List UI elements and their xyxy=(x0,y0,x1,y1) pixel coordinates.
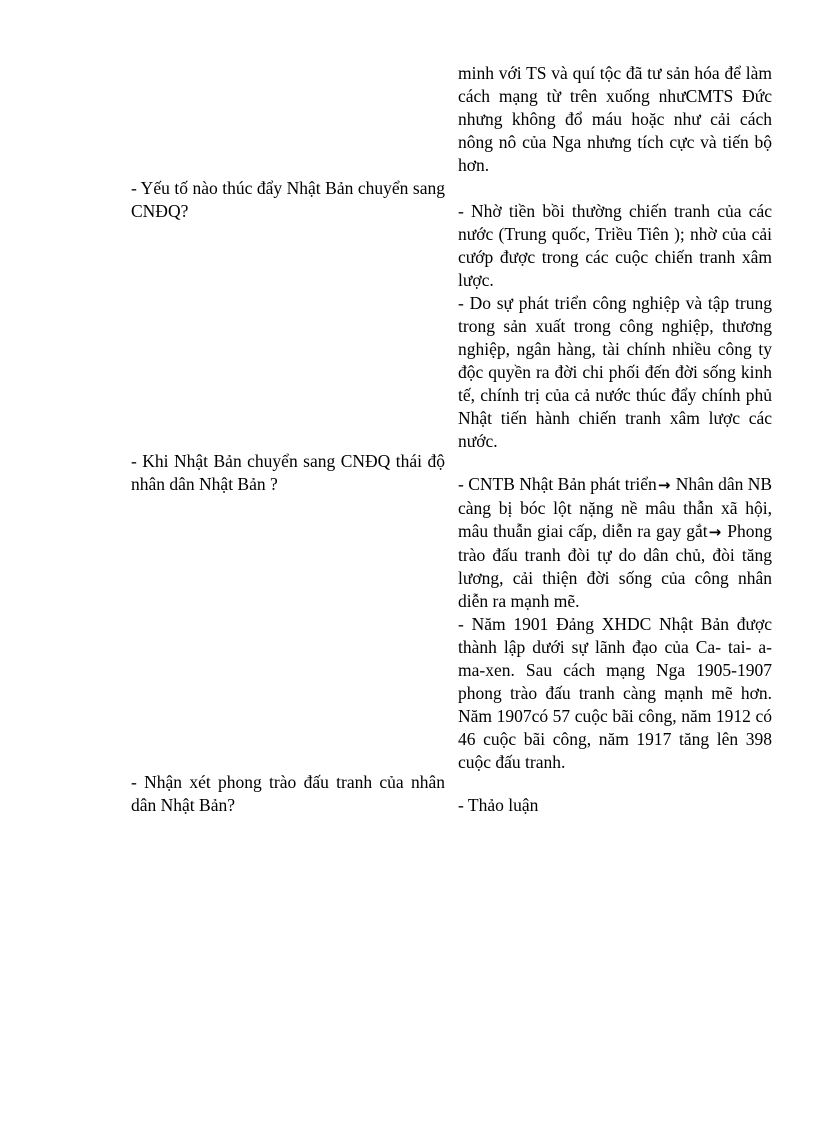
answer-2-paragraph-2: - Năm 1901 Đảng XHDC Nhật Bản được thành lập dưới sự lãnh đạo của Ca- tai- a-ma-xen. Sau cách mạng Nga 1905-1907 phong trào đấu tranh càng mạnh mẽ hơn. Năm 1907có 57 cuộc bãi công, năm 1912 có 46 cuộc bãi công, năm 1917 tăng lên 398 cuộc đấu tranh. xyxy=(458,614,772,772)
question-2-text: - Khi Nhật Bản chuyển sang CNĐQ thái độ nhân dân Nhật Bản ? xyxy=(131,451,445,494)
answer-2-part-b: Nhân dân NB càng bị bóc lột nặng nề mâu thẫn xã hội, mâu thuẫn giai cấp, diễn ra gay gắt xyxy=(458,474,773,541)
question-2 xyxy=(131,450,445,496)
answer-1-paragraph-1: - Nhờ tiền bồi thường chiến tranh của các nước (Trung quốc, Triều Tiên ); nhờ của cải cướp được trong các cuộc chiến tranh xâm lược. xyxy=(458,201,772,290)
arrow-right-icon: → xyxy=(657,476,671,494)
answer-3-text: - Thảo luận xyxy=(458,795,539,815)
answer-2-part-c: Phong trào đấu tranh đòi tự do dân chủ, đòi tăng lương, cải thiện đời sống của công nhân diễn ra mạnh mẽ. xyxy=(458,521,773,611)
answer-2-part-a: - CNTB Nhật Bản phát triển xyxy=(458,474,657,494)
intro-continuation-text: minh với TS và quí tộc đã tư sản hóa để làm cách mạng từ trên xuống nhưCMTS Đức nhưng không đổ máu hoặc như cải cách nông nô của Nga nhưng tích cực và tiến bộ hơn. xyxy=(458,63,772,175)
arrow-right-icon: → xyxy=(708,523,722,541)
answer-2 xyxy=(458,473,772,774)
answer-1-paragraph-2: - Do sự phát triển công nghiệp và tập trung trong sản xuất trong công nghiệp, thương nghiệp, ngân hàng, tài chính nhiều công ty độc quyền ra đời chi phối đến đời sống kinh tế, chính trị của cả nước thúc đẩy chính phủ Nhật tiến hành chiến tranh xâm lược các nước. xyxy=(458,293,772,451)
answer-1 xyxy=(458,200,772,453)
answer-2-paragraph-1 xyxy=(458,473,772,613)
question-3-text: - Nhận xét phong trào đấu tranh của nhân dân Nhật Bản? xyxy=(131,772,445,815)
question-1-text: - Yếu tố nào thúc đẩy Nhật Bản chuyển sang CNĐQ? xyxy=(131,178,445,221)
answer-intro-continuation xyxy=(458,62,772,177)
question-3 xyxy=(131,771,445,817)
answer-3 xyxy=(458,794,772,817)
question-1 xyxy=(131,177,445,223)
